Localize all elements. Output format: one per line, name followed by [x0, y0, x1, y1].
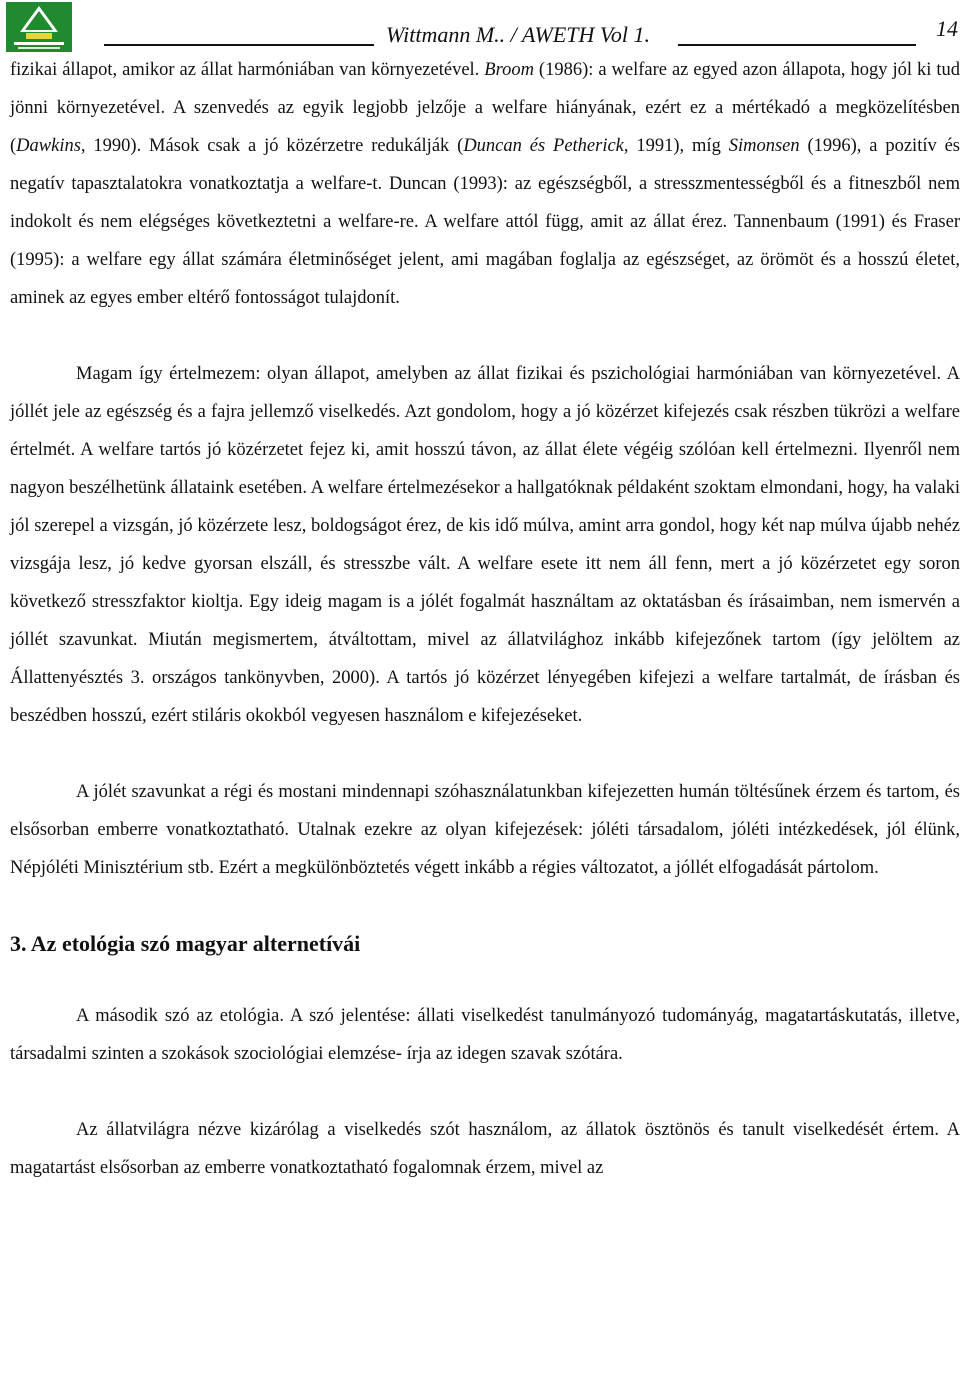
header-rule-left [104, 44, 374, 46]
text-run: A második szó az etológia. A szó jelentése: állati viselkedést tanulmányozó tudományág, magatartáskutatás, illetve, társadalmi szinten a szokások szociológiai elemzése- írja az idegen szavak szótára. [10, 1006, 960, 1064]
paragraph [10, 773, 960, 887]
paragraph [10, 355, 960, 735]
text-run: , 1990). Mások csak a jó közérzetre redukálják ( [80, 136, 464, 156]
logo-mark-icon [6, 2, 72, 52]
header-rule-right [678, 44, 916, 46]
text-run: (1996), a pozitív és negatív tapasztalatokra vonatkoztatja a welfare-t. Duncan (1993): az egészségből, a stresszmentességből és a fitneszből nem indokolt és nem elégséges következtetni a welfare-re. A welfare attól függ, amit az állat érez. Tannenbaum (1991) és Fraser (1995): a welfare egy állat számára életminőséget jelent, ami magában foglalja az egészséget, az örömöt és a hosszú életet, aminek az egyes ember eltérő fontosságot tulajdonít. [10, 136, 960, 308]
text-run: fizikai állapot, amikor az állat harmóniában van környezetével. [10, 60, 485, 80]
body-text [10, 51, 960, 1187]
paragraph-gap [10, 317, 960, 355]
paragraph [10, 1111, 960, 1187]
running-title: Wittmann M.. / AWETH Vol 1. [386, 22, 650, 47]
paragraph-gap [10, 887, 960, 925]
italic-reference: Simonsen [728, 136, 800, 156]
section-heading: 3. Az etológia szó magyar alternetívái [10, 931, 361, 956]
text-run: A jólét szavunkat a régi és mostani mindennapi szóhasználatunkban kifejezetten humán töltésűnek érzem és tartom, és elsősorban emberre vonatkoztatható. Utalnak ezekre az olyan kifejezések: jóléti társadalom, jóléti intézkedések, jól élünk, Népjóléti Minisztérium stb. Ezért a megkülönböztetés végett inkább a régies változatot, a jóllét elfogadását pártolom. [10, 782, 960, 878]
text-run: Magam így értelmezem: olyan állapot, amelyben az állat fizikai és pszichológiai harmóniában van környezetével. A jóllét jele az egészség és a fajra jellemző viselkedés. Azt gondolom, hogy a jó közérzet kifejezés csak részben tükrözi a welfare értelmét. A welfare tartós jó közérzetet fejez ki, amit hosszú távon, az állat élete végéig szólóan kell értelmezni. Ilyenről nem nagyon beszélhetünk állataink esetében. A welfare értelmezésekor a hallgatóknak példaként szoktam elmondani, hogy, ha valaki jól szerepel a vizsgán, jó közérzete lesz, boldogságot érez, de kis idő múlva, amint arra gondol, hogy két nap múlva újabb nehéz vizsgája lesz, jó kedve gyorsan elszáll, és stresszbe vált. A welfare esete itt nem áll fenn, mert a jó közérzetet egy soron következő stresszfaktor kioltja. Egy ideig magam is a jólét fogalmát használtam az oktatásban és írásaimban, nem ismervén a jóllét szavunkat. Miután megismertem, átváltottam, mivel az állatvilághoz inkább kifejezőnek tartom (így jelöltem az Állattenyésztés 3. országos tankönyvben, 2000). A tartós jó közérzet lényegében kifejezi a welfare tartalmát, de írásban és beszédben hosszú, ezért stiláris okokból vegyesen használom e kifejezéseket. [10, 364, 960, 726]
italic-reference: Duncan és Petherick [463, 136, 624, 156]
paragraph-gap [10, 1073, 960, 1111]
text-run: (1986): a welfare az egyed azon állapota, hogy jól ki tud jönni környezetével. A szenvedés az egyik legjobb jelzője a welfare hiányának, ezért ez a mértékadó a megközelítésben ( [10, 60, 960, 156]
page-header [0, 0, 960, 52]
text-run: , 1991), míg [623, 136, 729, 156]
paragraph-gap [10, 735, 960, 773]
paragraph-gap [10, 963, 960, 997]
text-run: Az állatvilágra nézve kizárólag a viselkedés szót használom, az állatok ösztönös és tanult viselkedését értem. A magatartást elsősorban az emberre vonatkoztatható fogalomnak érzem, mivel az [10, 1120, 960, 1178]
paragraph [10, 51, 960, 317]
page-number: 14 [936, 16, 958, 41]
italic-reference: Dawkins [16, 136, 81, 156]
italic-reference: Broom [484, 60, 534, 80]
paragraph [10, 997, 960, 1073]
journal-logo [6, 2, 72, 52]
